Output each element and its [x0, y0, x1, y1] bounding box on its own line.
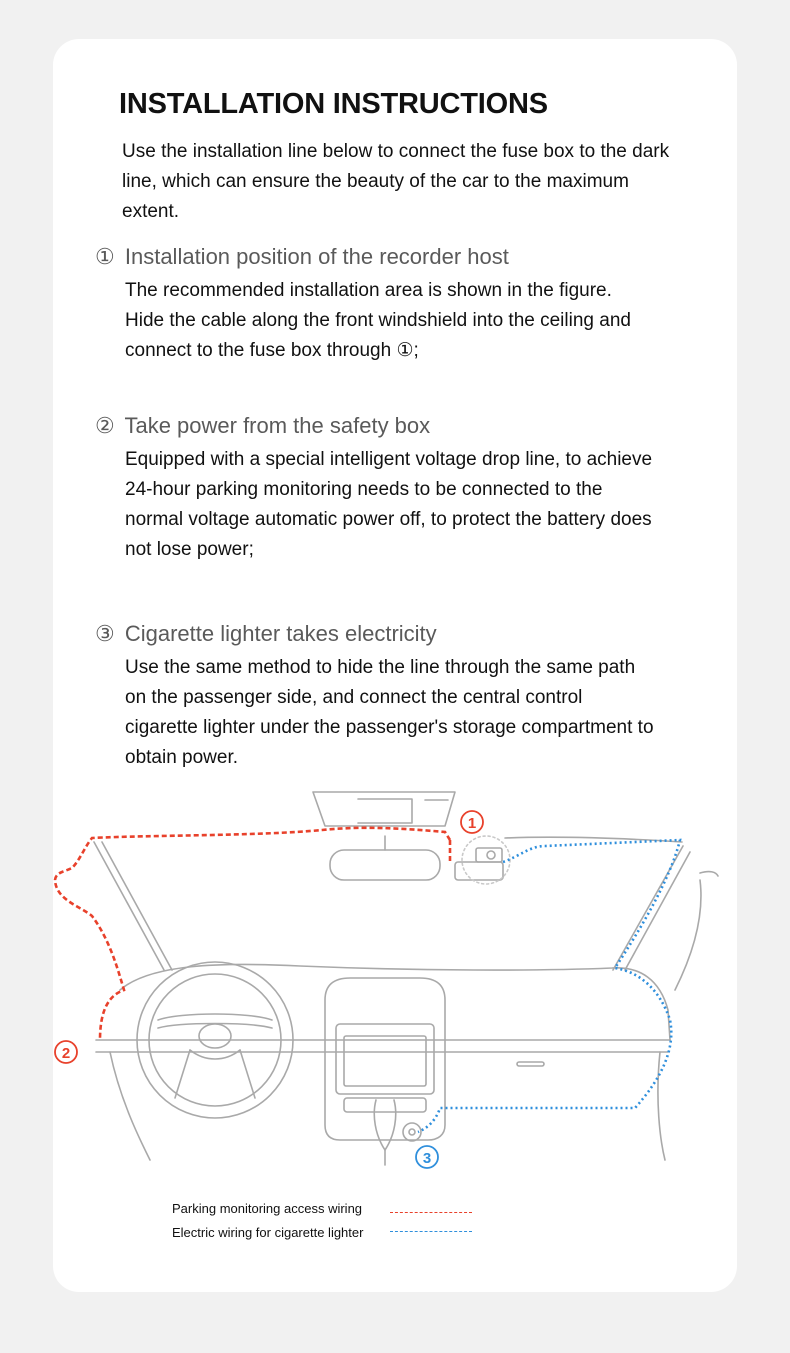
section-body — [125, 445, 705, 565]
section-line: Use the same method to hide the line through the same path — [125, 657, 636, 678]
section-line: obtain power. — [125, 747, 239, 768]
intro-line: extent. — [122, 201, 180, 222]
dashboard-shape — [96, 964, 670, 1160]
svg-text:2: 2 — [61, 1045, 71, 1062]
car-interior-diagram — [0, 780, 790, 1180]
section-heading-text: Take power from the safety box — [124, 413, 431, 438]
section-cigarette-lighter — [95, 621, 735, 773]
dashcam-shape — [455, 836, 510, 884]
marker-2 — [55, 1041, 77, 1063]
section-body — [125, 653, 705, 773]
legend-parking-label: Parking monitoring access wiring — [172, 1201, 363, 1216]
section-line: Hide the cable along the front windshield into the ceiling and — [125, 310, 631, 331]
section-line: not lose power; — [125, 539, 254, 560]
section-heading — [95, 621, 735, 647]
section-line: cigarette lighter under the passenger's storage compartment to — [125, 717, 654, 738]
legend-parking-swatch — [390, 1212, 472, 1213]
section-line: 24-hour parking monitoring needs to be connected to the — [125, 479, 603, 500]
section-heading-text: Installation position of the recorder host — [124, 244, 509, 269]
center-console-shape — [325, 978, 445, 1165]
section-line: on the passenger side, and connect the central control — [125, 687, 583, 708]
intro-line: Use the installation line below to connect the fuse box to the dark — [122, 141, 670, 162]
step-number: ③ — [95, 621, 115, 646]
section-line: Equipped with a special intelligent voltage drop line, to achieve — [125, 449, 653, 470]
section-safety-box — [95, 413, 735, 565]
svg-text:1: 1 — [467, 815, 477, 832]
legend-lighter-label: Electric wiring for cigarette lighter — [172, 1225, 364, 1240]
section-line: normal voltage automatic power off, to protect the battery does — [125, 509, 652, 530]
mirror-housing-shape — [313, 792, 455, 826]
marker-1 — [461, 811, 483, 833]
section-heading — [95, 413, 735, 439]
section-heading — [95, 244, 735, 270]
lighter-wiring-path — [418, 840, 680, 1132]
intro-paragraph — [122, 137, 722, 227]
intro-line: line, which can ensure the beauty of the car to the maximum — [122, 171, 629, 192]
rearview-mirror-shape — [330, 836, 440, 880]
parking-wiring-path — [55, 828, 450, 1040]
section-host-position — [95, 244, 735, 366]
marker-3 — [416, 1146, 438, 1168]
section-body — [125, 276, 705, 366]
svg-text:3: 3 — [422, 1150, 432, 1167]
section-line: connect to the fuse box through ①; — [125, 340, 419, 361]
step-number: ② — [95, 413, 115, 438]
step-number: ① — [95, 244, 115, 269]
legend-lighter-swatch — [390, 1231, 472, 1232]
section-heading-text: Cigarette lighter takes electricity — [124, 621, 437, 646]
section-line: The recommended installation area is shown in the figure. — [125, 280, 612, 301]
page-title: INSTALLATION INSTRUCTIONS — [119, 88, 548, 120]
